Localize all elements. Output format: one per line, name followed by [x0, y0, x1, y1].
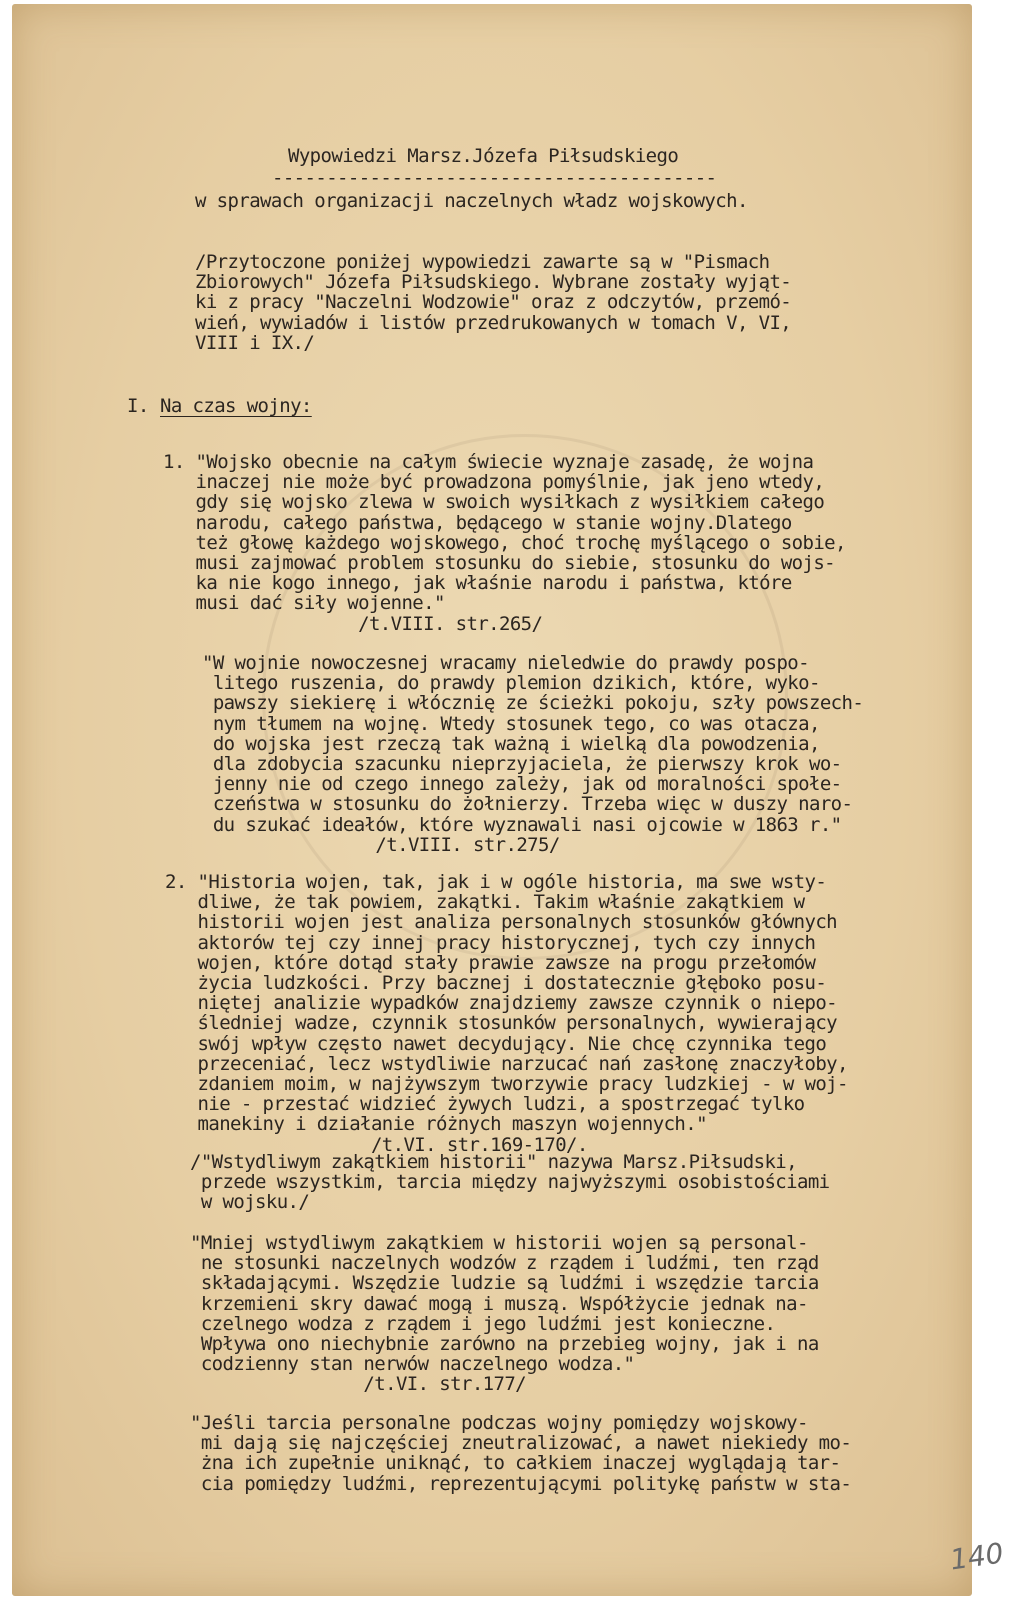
text-line: krzemieni skry dawać mogą i muszą. Współżycie jednak na- [190, 1292, 808, 1315]
intro-line: /Przytoczone poniżej wypowiedzi zawarte są w "Pismach [195, 251, 770, 273]
intro-line: VIII i IX./ [195, 331, 315, 354]
text-line: "W wojnie nowoczesnej wracamy nieledwie do prawdy pospo- [202, 652, 809, 674]
quote-2 [202, 653, 863, 855]
text-line: nie - przestać widzieć żywych ludzi, a spostrzegać tylko [165, 1093, 805, 1116]
citation: /t.VI. str.177/ [190, 1373, 527, 1396]
text-line: wojen, które dotąd stały prawie zawsze na progu przełomów [165, 951, 816, 974]
text-line: litego ruszenia, do prawdy plemion dzikich, które, wyko- [202, 672, 820, 695]
text-line: manekiny i działanie różnych maszyn wojennych." [165, 1113, 707, 1136]
text-line: 2. "Historia wojen, tak, jak i w ogóle historia, ma swe wsty- [165, 871, 827, 893]
text-line: /"Wstydliwym zakątkiem historii" nazywa Marsz.Piłsudski, [190, 1151, 797, 1173]
text-line: narodu, całego państwa, będącego w stanie wojny.Dlatego [163, 511, 792, 534]
document-title: Wypowiedzi Marsz.Józefa Piłsudskiego [288, 145, 679, 167]
text-line: dliwe, że tak powiem, zakątki. Takim właśnie zakątkiem w [165, 891, 805, 914]
text-line: niętej analizie wypadków znajdziemy zawsze czynnik o niepo- [165, 992, 838, 1015]
section-number: I. [127, 395, 149, 417]
text-line: swój wpływ często nawet decydujący. Nie chcę czynnika tego [165, 1032, 827, 1055]
intro-line: Zbiorowych" Józefa Piłsudskiego. Wybrane zostały wyjąt- [195, 271, 792, 294]
citation: /t.VIII. str.265/ [163, 612, 543, 635]
text-line: historii wojen jest analiza personalnych stosunków głównych [165, 911, 838, 934]
text-line: "Mniej wstydliwym zakątkiem w historii wojen są personal- [190, 1232, 808, 1254]
text-line: "Jeśli tarcia personalne podczas wojny pomiędzy wojskowy- [190, 1412, 808, 1434]
text-line: musi zajmować problem stosunku do siebie, stosunku do wojs- [163, 552, 836, 575]
text-line: jenny nie od czego innego zależy, jak od moralności społe- [202, 773, 842, 796]
text-line: do wojska jest rzeczą tak ważną i wielką dla powodzenia, [202, 732, 820, 755]
text-line: ne stosunki naczelnych wodzów z rządem i ludźmi, ten rząd [190, 1252, 819, 1275]
intro-paragraph [195, 252, 791, 353]
text-line: du szukać ideałów, które wyznawali nasi ojcowie w 1863 r." [202, 813, 842, 836]
text-line: mi dają się najczęściej zneutralizować, a nawet niekiedy mo- [190, 1432, 852, 1455]
text-line: śledniej wadze, czynnik stosunków personalnych, wywierający [165, 1012, 838, 1035]
intro-line: ki z pracy "Naczelni Wodzowie" oraz z odczytów, przemó- [195, 291, 792, 314]
quote-3 [190, 1233, 819, 1395]
text-line: ka nie kogo innego, jak właśnie narodu i państwa, które [163, 572, 792, 595]
text-line: gdy się wojsko zlewa w swoich wysiłkach z wysiłkiem całego [163, 491, 825, 514]
handwritten-page-number: 140 [947, 1536, 1006, 1577]
text-line: żna ich zupełnie uniknąć, to całkiem inaczej wyglądają tar- [190, 1452, 841, 1475]
text-line: dla zdobycia szacunku nieprzyjaciela, że pierwszy krok wo- [202, 753, 842, 776]
citation: /t.VI. str.169-170/. [165, 1133, 588, 1156]
editor-note [190, 1152, 830, 1213]
text-line: życia ludzkości. Przy bacznej i dostatecznie głęboko posu- [165, 972, 827, 995]
text-line: inaczej nie może być prowadzona pomyślnie, jak jeno wtedy, [163, 471, 825, 494]
section-heading: Na czas wojny: [160, 395, 312, 417]
document-subtitle: w sprawach organizacji naczelnych władz wojskowych. [195, 190, 748, 212]
quote-item-2 [165, 872, 848, 1155]
intro-line: wień, wywiadów i listów przedrukowanych w tomach V, VI, [195, 311, 792, 334]
text-line: czeństwa w stosunku do żołnierzy. Trzeba więc w duszy naro- [202, 793, 853, 816]
text-line: w wojsku./ [190, 1191, 310, 1214]
citation: /t.VIII. str.275/ [202, 833, 560, 856]
text-line: zdaniem moim, w najżywszym tworzywie pracy ludzkiej - w woj- [165, 1073, 848, 1096]
quote-item-1 [163, 452, 846, 634]
text-line: Wpływa ono niechybnie zarówno na przebieg wojny, jak i na [190, 1333, 819, 1356]
text-line: codzienny stan nerwów naczelnego wodza." [190, 1353, 635, 1376]
text-line: pawszy siekierę i włócznię ze ścieżki pokoju, szły powszech- [202, 692, 864, 715]
title-underline-rule: ----------------------------------------- [272, 167, 717, 189]
quote-4 [190, 1413, 851, 1494]
text-line: 1. "Wojsko obecnie na całym świecie wyznaje zasadę, że wojna [163, 451, 814, 473]
text-line: cia pomiędzy ludźmi, reprezentującymi politykę państw w sta- [190, 1472, 852, 1495]
text-line: przeceniać, lecz wstydliwie narzucać nań zasłonę znaczyłoby, [165, 1052, 848, 1075]
text-line: przede wszystkim, tarcia między najwyższymi osobistościami [190, 1171, 830, 1194]
text-line: nym tłumem na wojnę. Wtedy stosunek tego, co was otacza, [202, 712, 820, 735]
text-line: też głowę każdego wojskowego, choć trochę myślącego o sobie, [163, 531, 846, 554]
text-line: czelnego wodza z rządem i jego ludźmi jest konieczne. [190, 1312, 776, 1335]
text-line: musi dać siły wojenne." [163, 592, 445, 615]
text-line: aktorów tej czy innej pracy historycznej, tych czy innych [165, 931, 816, 954]
text-line: składającymi. Wszędzie ludzie są ludźmi i wszędzie tarcia [190, 1272, 819, 1295]
